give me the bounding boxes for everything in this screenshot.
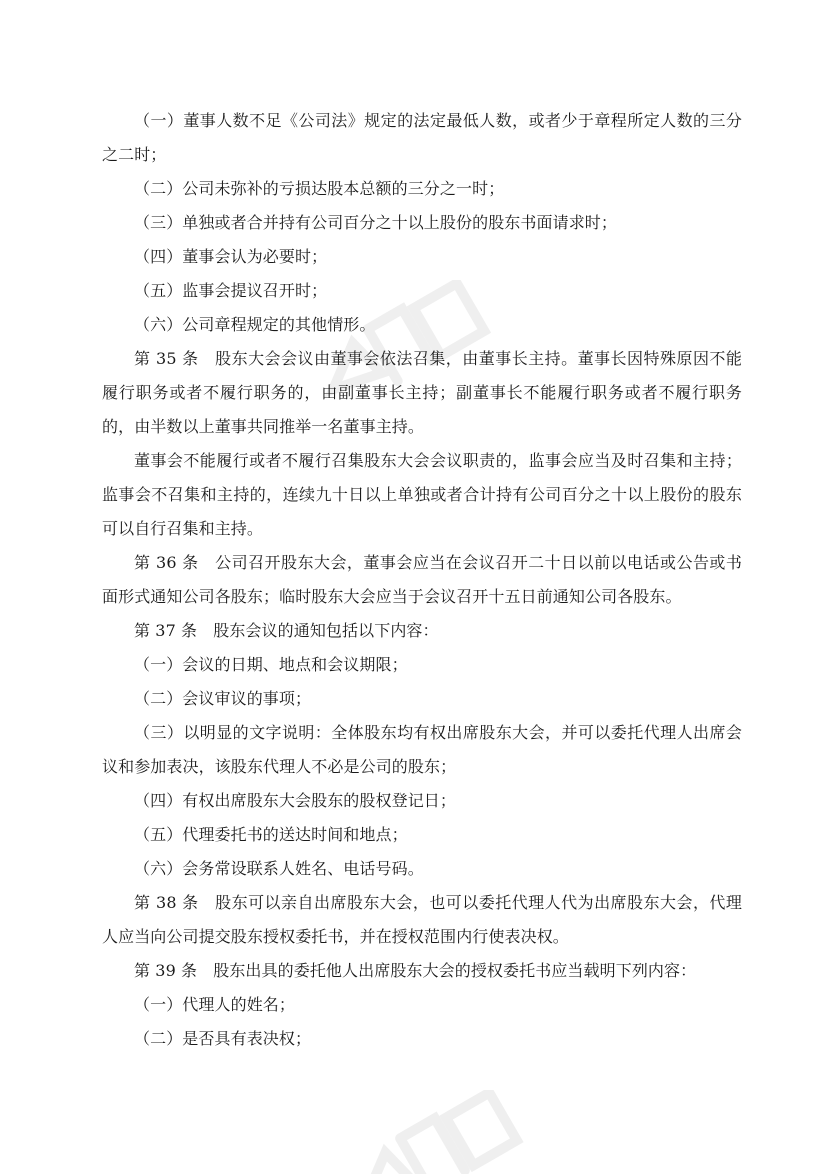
article-37-item-1: （一）会议的日期、地点和会议期限； xyxy=(134,655,408,674)
document-body xyxy=(102,104,742,1056)
clause-item-4: （四）董事会认为必要时； xyxy=(134,247,328,266)
watermark-shape-5 xyxy=(400,1118,465,1174)
watermark-shape-4 xyxy=(351,1148,414,1174)
article-37-item-2: （二）会议审议的事项； xyxy=(134,689,312,708)
watermark-shape-6 xyxy=(446,1093,517,1166)
clause-item-5: （五）监事会提议召开时； xyxy=(134,281,328,300)
article-37-item-3: （三）以明显的文字说明：全体股东均有权出席股东大会，并可以委托代理人出席会议和参加表决，该股东代理人不必是公司的股东； xyxy=(102,723,742,776)
article-35: 第 35 条 股东大会会议由董事会依法召集，由董事长主持。董事长因特殊原因不能履行职务或者不履行职务的，由副董事长主持；副董事长不能履行职务或者不履行职务的，由半数以上董事共同推举一名董事主持。 xyxy=(102,349,742,436)
article-38: 第 38 条 股东可以亲自出席股东大会，也可以委托代理人代为出席股东大会，代理人应当向公司提交股东授权委托书，并在授权范围内行使表决权。 xyxy=(102,893,742,946)
article-39-item-2: （二）是否具有表决权； xyxy=(134,1029,312,1048)
watermark-graphic-bottom xyxy=(330,1090,530,1174)
clause-item-1: （一）董事人数不足《公司法》规定的法定最低人数，或者少于章程所定人数的三分之二时； xyxy=(102,111,742,164)
article-37: 第 37 条 股东会议的通知包括以下内容： xyxy=(134,621,439,640)
clause-item-6: （六）公司章程规定的其他情形。 xyxy=(134,315,376,334)
article-39-item-1: （一）代理人的姓名； xyxy=(134,995,296,1014)
clause-item-2: （二）公司未弥补的亏损达股本总额的三分之一时； xyxy=(134,179,505,198)
watermark-stamp-bottom xyxy=(330,1090,530,1174)
article-36: 第 36 条 公司召开股东大会，董事会应当在会议召开二十日以前以电话或公告或书面形式通知公司各股东；临时股东大会应当于会议召开十五日前通知公司各股东。 xyxy=(102,553,742,606)
clause-item-3: （三）单独或者合并持有公司百分之十以上股份的股东书面请求时； xyxy=(134,213,618,232)
article-35-paragraph-2: 董事会不能履行或者不履行召集股东大会会议职责的，监事会应当及时召集和主持；监事会不召集和主持的，连续九十日以上单独或者合计持有公司百分之十以上股份的股东可以自行召集和主持。 xyxy=(102,451,742,538)
article-37-item-4: （四）有权出席股东大会股东的股权登记日； xyxy=(134,791,457,810)
article-39: 第 39 条 股东出具的委托他人出席股东大会的授权委托书应当载明下列内容： xyxy=(134,961,697,980)
article-37-item-6: （六）会务常设联系人姓名、电话号码。 xyxy=(134,859,424,878)
article-37-item-5: （五）代理委托书的送达时间和地点； xyxy=(134,825,408,844)
